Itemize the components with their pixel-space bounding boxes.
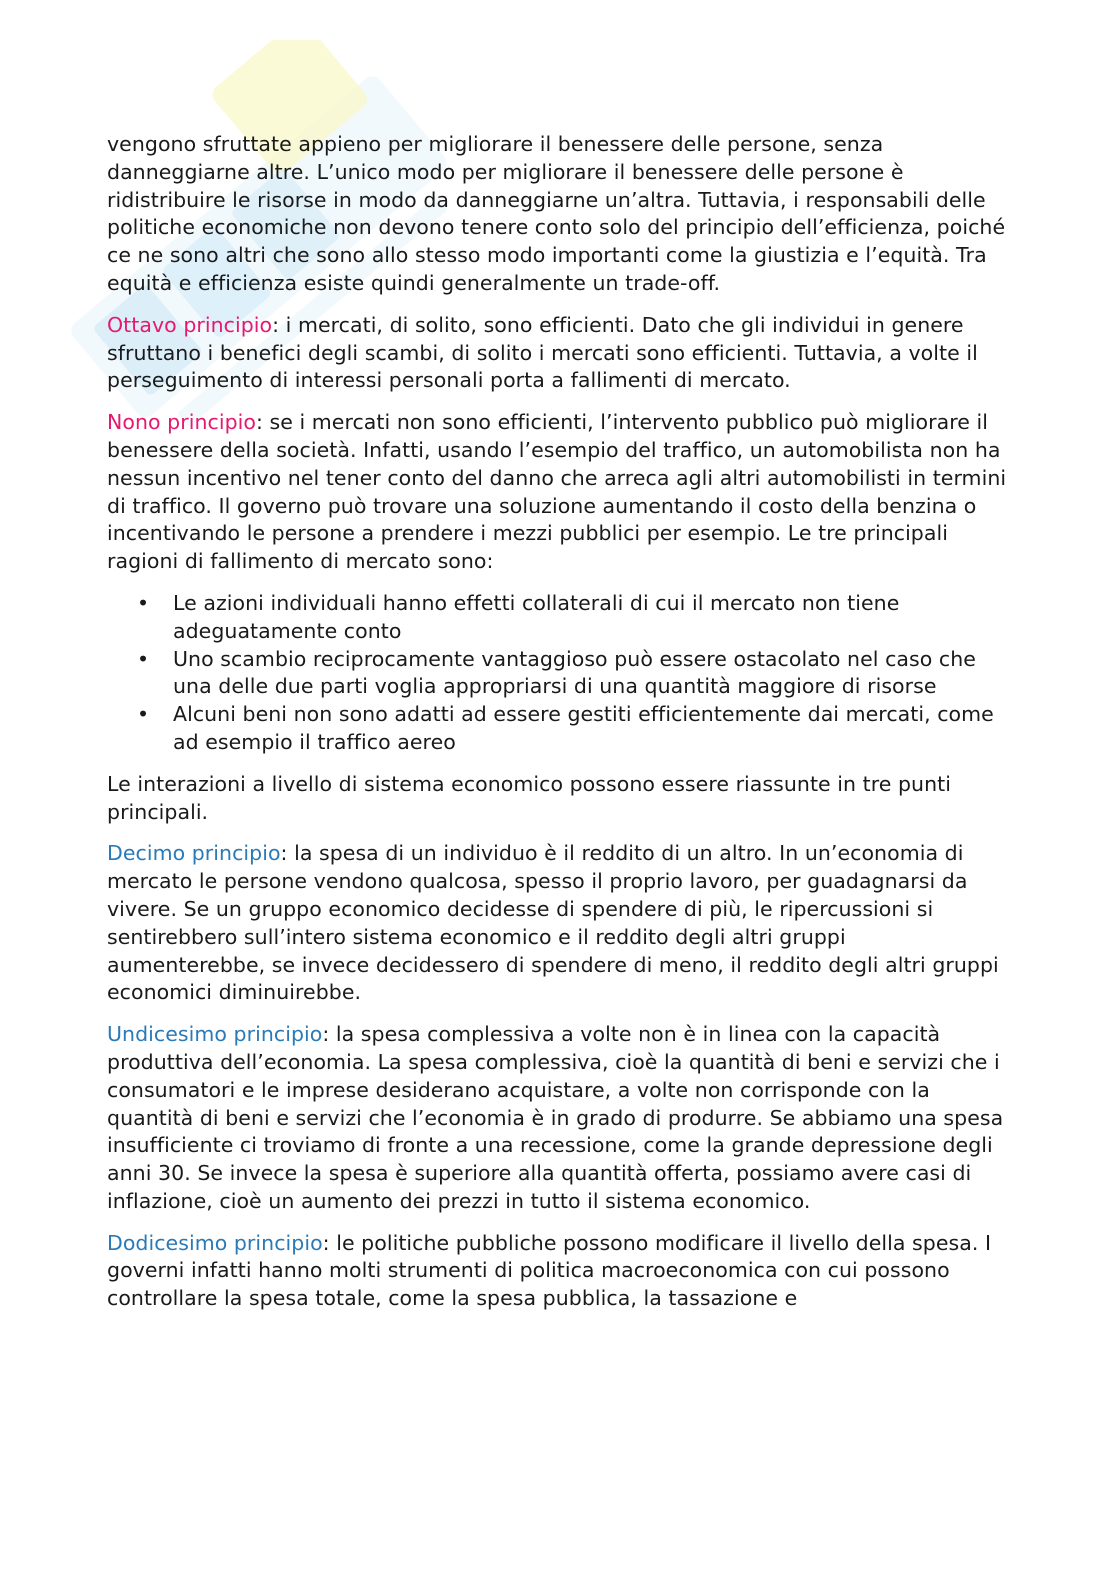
body-nono-principio: : se i mercati non sono efficienti, l’intervento pubblico può migliorare il benessere della società. Infatti, usando l’esempio del traffico, un automobilista non ha nessun incentivo nel tener conto del danno che arreca agli altri automobilisti in termini di traffico. Il governo può trovare una soluzione aumentando il costo della benzina o incentivando le persone a prendere i mezzi pubblici per esempio. Le tre principali ragioni di fallimento di mercato sono: — [107, 410, 1007, 574]
paragraph-undicesimo-principio — [107, 1021, 1007, 1216]
bullet-icon: • — [137, 590, 150, 615]
body-ottavo-principio: : i mercati, di solito, sono efficienti. Dato che gli individui in genere sfruttano i benefici degli scambi, di solito i mercati sono efficienti. Tuttavia, a volte il perseguimento di interessi personali porta a fallimenti di mercato. — [107, 312, 978, 393]
body-decimo-principio: : la spesa di un individuo è il reddito di un altro. In un’economia di mercato le persone vendono qualcosa, spesso il proprio lavoro, per guadagnarsi da vivere. Se un gruppo economico decidesse di spendere di più, le ripercussioni si sentirebbero sull’intero sistema economico e il reddito degli altri gruppi aumenterebbe, se invece decidessero di spendere di meno, il reddito degli altri gruppi economici diminuirebbe. — [107, 841, 999, 1005]
list-item — [107, 701, 1007, 757]
bullet-list-market-failures — [107, 590, 1007, 757]
heading-dodicesimo-principio: Dodicesimo principio — [107, 1230, 323, 1255]
bullet-icon: • — [137, 702, 150, 727]
list-item-text: Le azioni individuali hanno effetti collaterali di cui il mercato non tiene adeguatamente conto — [173, 590, 900, 643]
paragraph-dodicesimo-principio — [107, 1230, 1007, 1313]
heading-decimo-principio: Decimo principio — [107, 841, 281, 866]
body-undicesimo-principio: : la spesa complessiva a volte non è in linea con la capacità produttiva dell’economia. La spesa complessiva, cioè la quantità di beni e servizi che i consumatori e le imprese desiderano acquistare, a volte non corrisponde con la quantità di beni e servizi che l’economia è in grado di produrre. Se abbiamo una spesa insufficiente ci troviamo di fronte a una recessione, come la grande depressione degli anni 30. Se invece la spesa è superiore alla quantità offerta, possiamo avere casi di inflazione, cioè un aumento dei prezzi in tutto il sistema economico. — [107, 1022, 1004, 1213]
paragraph-interazioni: Le interazioni a livello di sistema economico possono essere riassunte in tre punti principali. — [107, 771, 951, 824]
list-item-text: Alcuni beni non sono adatti ad essere gestiti efficientemente dai mercati, come ad esempio il traffico aereo — [173, 702, 994, 754]
heading-ottavo-principio: Ottavo principio — [107, 312, 273, 337]
heading-undicesimo-principio: Undicesimo principio — [107, 1022, 323, 1047]
body-dodicesimo-principio: : le politiche pubbliche possono modificare il livello della spesa. I governi infatti hanno molti strumenti di politica macroeconomica con cui possono controllare la spesa totale, come la spesa pubblica, la tassazione e — [107, 1230, 992, 1311]
paragraph-intro: vengono sfruttate appieno per migliorare il benessere delle persone, senza danneggiarne altre. L’unico modo per migliorare il benessere delle persone è ridistribuire le risorse in modo da danneggiarne un’altra. Tuttavia, i responsabili delle politiche economiche non devono tenere conto solo del principio dell’efficienza, poiché ce ne sono altri che sono allo stesso modo importanti come la giustizia e l’equità. Tra equità e efficienza esiste quindi generalmente un trade-off. — [107, 132, 1006, 295]
paragraph-decimo-principio — [107, 840, 1007, 1007]
heading-nono-principio: Nono principio — [107, 410, 256, 435]
paragraph-nono-principio — [107, 409, 1007, 576]
list-item — [107, 590, 1007, 646]
bullet-icon: • — [137, 646, 150, 671]
list-item — [107, 646, 1007, 702]
list-item-text: Uno scambio reciprocamente vantaggioso può essere ostacolato nel caso che una delle due parti voglia appropriarsi di una quantità maggiore di risorse — [173, 646, 976, 699]
paragraph-ottavo-principio — [107, 312, 1007, 395]
document-body — [107, 131, 1007, 1327]
